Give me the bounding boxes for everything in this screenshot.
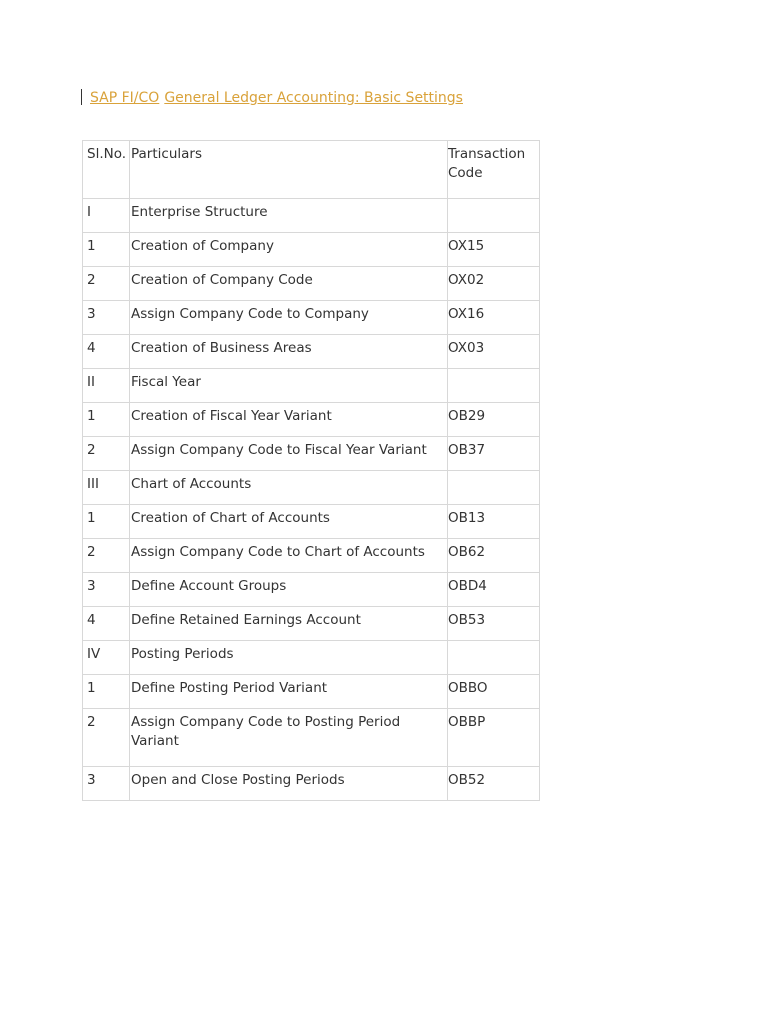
cell-transaction-code: OB37 xyxy=(448,437,540,471)
table-row xyxy=(83,301,540,335)
cell-particulars: Posting Periods xyxy=(130,641,448,675)
table-row xyxy=(83,199,540,233)
cell-transaction-code: OX03 xyxy=(448,335,540,369)
cell-particulars: Enterprise Structure xyxy=(130,199,448,233)
cell-sl-no: 1 xyxy=(83,505,130,539)
transaction-code-table xyxy=(82,140,540,801)
cell-sl-no: 3 xyxy=(83,767,130,801)
breadcrumb xyxy=(81,88,463,108)
table-row xyxy=(83,709,540,767)
cell-particulars: Creation of Chart of Accounts xyxy=(130,505,448,539)
cell-particulars: Assign Company Code to Posting Period Variant xyxy=(130,709,448,767)
cell-transaction-code: OBD4 xyxy=(448,573,540,607)
cell-transaction-code xyxy=(448,199,540,233)
cell-particulars: Open and Close Posting Periods xyxy=(130,767,448,801)
cell-transaction-code: OB53 xyxy=(448,607,540,641)
table-row xyxy=(83,767,540,801)
category-link[interactable]: SAP FI/CO xyxy=(90,90,160,106)
page-title-link[interactable]: General Ledger Accounting: Basic Settings xyxy=(164,90,463,106)
cell-particulars: Assign Company Code to Fiscal Year Variant xyxy=(130,437,448,471)
cell-transaction-code: OB62 xyxy=(448,539,540,573)
table-row xyxy=(83,437,540,471)
table-header-row xyxy=(83,141,540,199)
cell-sl-no: 4 xyxy=(83,607,130,641)
cell-transaction-code: OB29 xyxy=(448,403,540,437)
cell-particulars: Fiscal Year xyxy=(130,369,448,403)
table-row xyxy=(83,539,540,573)
table-row xyxy=(83,369,540,403)
cell-sl-no: 3 xyxy=(83,301,130,335)
header-sl-no: Sl.No. xyxy=(83,141,130,199)
cell-transaction-code xyxy=(448,471,540,505)
cell-particulars: Define Retained Earnings Account xyxy=(130,607,448,641)
table-row xyxy=(83,573,540,607)
table-row xyxy=(83,233,540,267)
cell-sl-no: 3 xyxy=(83,573,130,607)
cell-transaction-code xyxy=(448,641,540,675)
cell-sl-no: 4 xyxy=(83,335,130,369)
header-particulars: Particulars xyxy=(130,141,448,199)
cell-sl-no: 1 xyxy=(83,403,130,437)
cell-particulars: Creation of Fiscal Year Variant xyxy=(130,403,448,437)
cell-sl-no: III xyxy=(83,471,130,505)
table-row xyxy=(83,675,540,709)
table-row xyxy=(83,267,540,301)
cell-particulars: Assign Company Code to Chart of Accounts xyxy=(130,539,448,573)
cell-transaction-code: OB13 xyxy=(448,505,540,539)
cell-transaction-code xyxy=(448,369,540,403)
table-row xyxy=(83,607,540,641)
cell-particulars: Creation of Business Areas xyxy=(130,335,448,369)
cell-sl-no: II xyxy=(83,369,130,403)
table-row xyxy=(83,505,540,539)
table-row xyxy=(83,403,540,437)
cell-particulars: Define Posting Period Variant xyxy=(130,675,448,709)
cell-sl-no: 1 xyxy=(83,675,130,709)
cell-transaction-code: OX02 xyxy=(448,267,540,301)
table-row xyxy=(83,471,540,505)
cell-sl-no: 2 xyxy=(83,437,130,471)
cell-particulars: Chart of Accounts xyxy=(130,471,448,505)
table-row xyxy=(83,335,540,369)
cell-particulars: Assign Company Code to Company xyxy=(130,301,448,335)
cell-sl-no: 2 xyxy=(83,267,130,301)
cell-sl-no: 2 xyxy=(83,709,130,767)
cell-transaction-code: OBBP xyxy=(448,709,540,767)
cell-sl-no: 1 xyxy=(83,233,130,267)
cell-particulars: Creation of Company xyxy=(130,233,448,267)
breadcrumb-separator xyxy=(81,89,82,105)
cell-sl-no: IV xyxy=(83,641,130,675)
header-transaction-code: Transaction Code xyxy=(448,141,540,199)
table-row xyxy=(83,641,540,675)
cell-sl-no: 2 xyxy=(83,539,130,573)
cell-transaction-code: OBBO xyxy=(448,675,540,709)
cell-transaction-code: OX15 xyxy=(448,233,540,267)
cell-particulars: Creation of Company Code xyxy=(130,267,448,301)
cell-particulars: Define Account Groups xyxy=(130,573,448,607)
cell-transaction-code: OX16 xyxy=(448,301,540,335)
cell-transaction-code: OB52 xyxy=(448,767,540,801)
cell-sl-no: I xyxy=(83,199,130,233)
